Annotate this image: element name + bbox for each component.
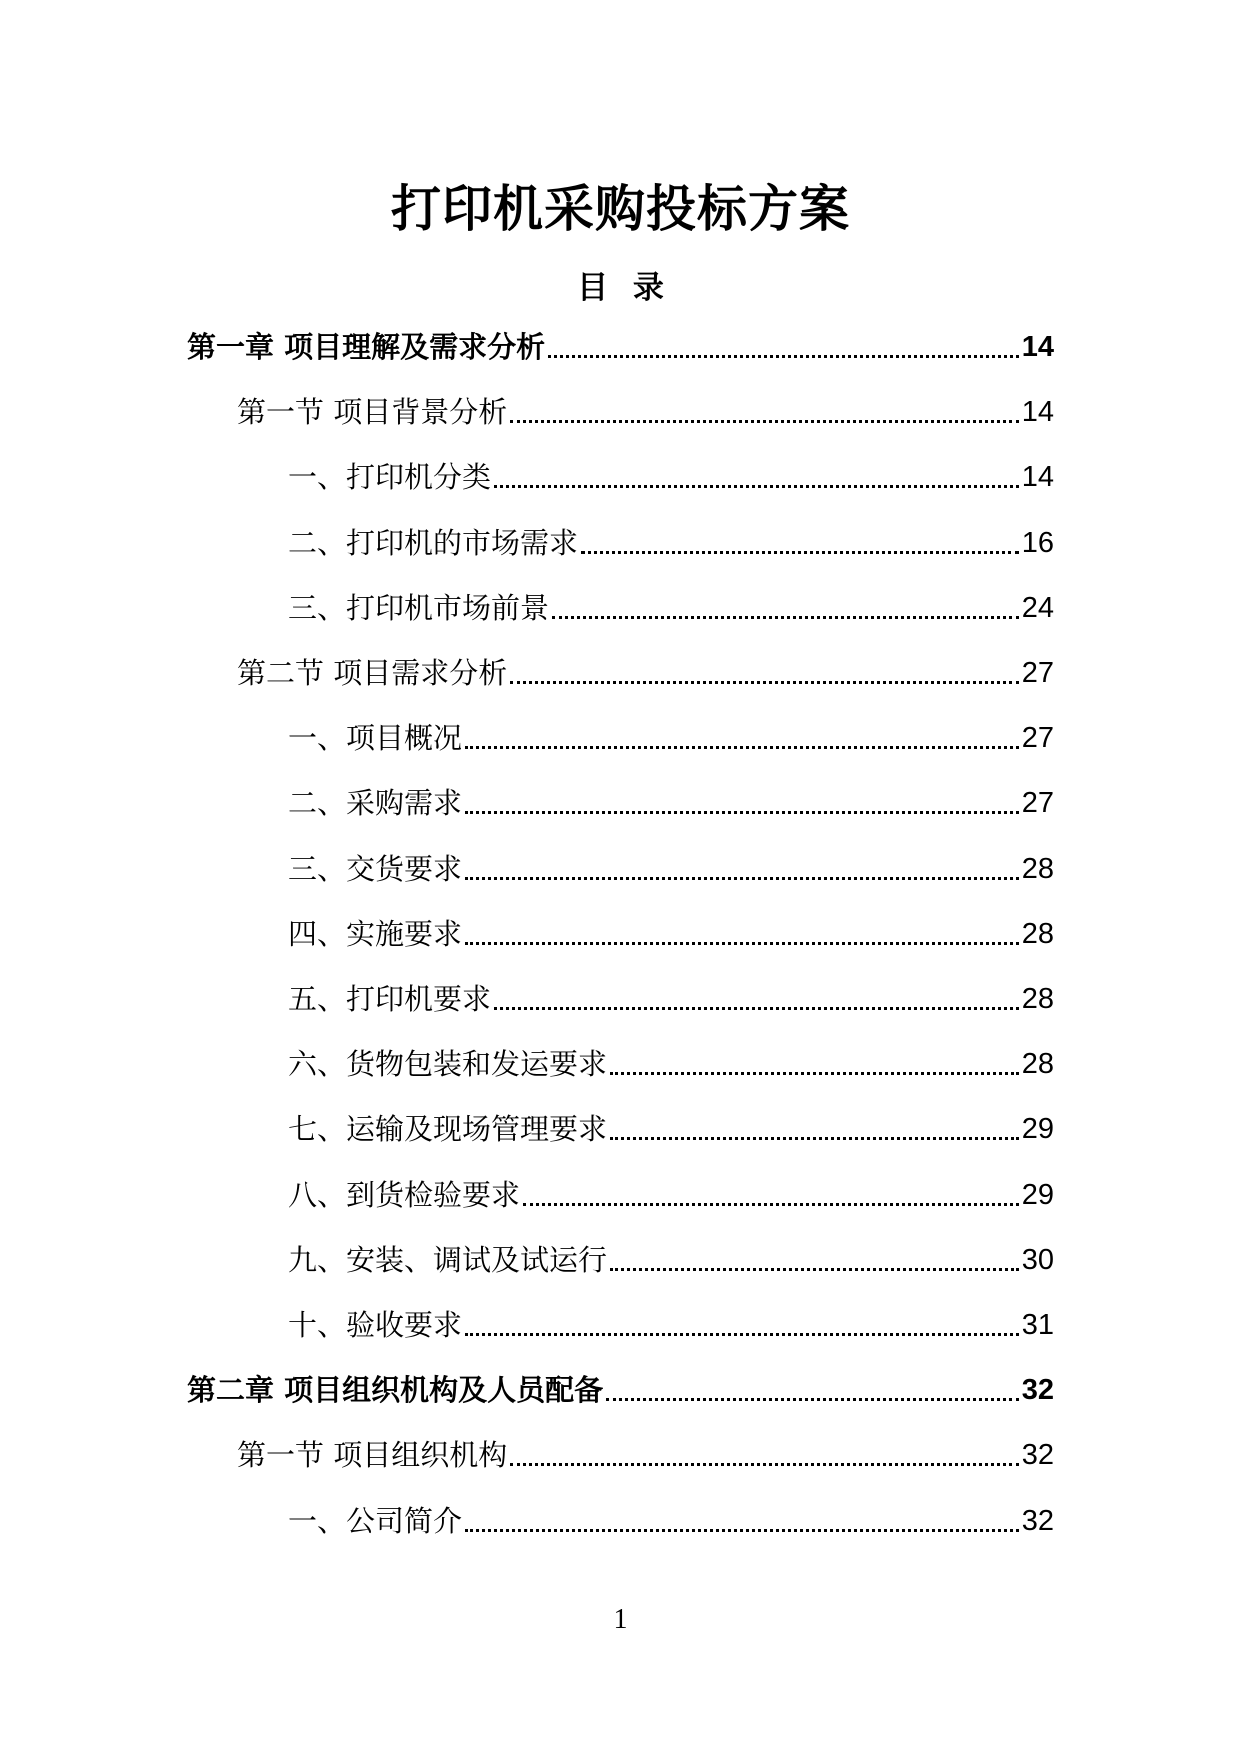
toc-entry-label: 八、到货检验要求 (288, 1178, 521, 1212)
toc-entry-page: 28 (1021, 983, 1054, 1015)
toc-entry-page: 14 (1021, 461, 1054, 493)
toc-entry-page: 28 (1021, 1048, 1054, 1080)
toc-entry-page: 29 (1021, 1179, 1054, 1211)
toc-entry[interactable] (237, 388, 1054, 432)
toc-dot-leader (465, 877, 1019, 880)
toc-entry-page: 14 (1021, 396, 1054, 428)
toc-entry-label: 一、公司简介 (288, 1504, 463, 1538)
toc-entry-page: 28 (1021, 918, 1054, 950)
toc-dot-leader (606, 1398, 1019, 1401)
toc-entry-label: 七、运输及现场管理要求 (288, 1112, 608, 1146)
toc-dot-leader (610, 1137, 1019, 1140)
toc-dot-leader (494, 1007, 1019, 1010)
toc-dot-leader (465, 746, 1019, 749)
toc-entry-page: 27 (1021, 787, 1054, 819)
toc-entry-page: 24 (1021, 592, 1054, 624)
toc-entry-label: 五、打印机要求 (288, 982, 492, 1016)
toc-entry[interactable] (288, 1171, 1054, 1215)
toc-entry[interactable] (288, 1040, 1054, 1084)
toc-entry-page: 16 (1021, 527, 1054, 559)
toc-entry-label: 第一节 项目组织机构 (237, 1438, 508, 1472)
toc-dot-leader (610, 1072, 1019, 1075)
toc-entry-label: 第二节 项目需求分析 (237, 656, 508, 690)
toc-entry-label: 第二章 项目组织机构及人员配备 (187, 1373, 604, 1407)
toc-entry[interactable] (288, 1301, 1054, 1345)
toc-dot-leader (465, 811, 1019, 814)
toc-entry-label: 十、验收要求 (288, 1308, 463, 1342)
toc-dot-leader (548, 355, 1019, 358)
toc-entry-page: 31 (1021, 1309, 1054, 1341)
toc-entry-label: 九、安装、调试及试运行 (288, 1243, 608, 1277)
toc-entry[interactable] (288, 975, 1054, 1019)
toc-entry[interactable] (187, 323, 1054, 367)
toc-dot-leader (494, 485, 1019, 488)
toc-entry-label: 二、采购需求 (288, 786, 463, 820)
toc-dot-leader (523, 1203, 1019, 1206)
toc-entry[interactable] (288, 519, 1054, 563)
toc-dot-leader (581, 551, 1019, 554)
toc-entry[interactable] (288, 1236, 1054, 1280)
toc-entry-label: 三、交货要求 (288, 852, 463, 886)
toc-dot-leader (552, 616, 1019, 619)
toc-entry[interactable] (237, 649, 1054, 693)
toc-entry-label: 四、实施要求 (288, 917, 463, 951)
toc-dot-leader (510, 681, 1019, 684)
document-title: 打印机采购投标方案 (391, 180, 850, 238)
toc-entry[interactable] (288, 910, 1054, 954)
toc-entry[interactable] (237, 1431, 1054, 1475)
toc-entry-label: 第一节 项目背景分析 (237, 395, 508, 429)
toc-entry[interactable] (288, 845, 1054, 889)
toc-dot-leader (610, 1268, 1019, 1271)
toc-entry-page: 14 (1021, 331, 1054, 363)
toc-entry-page: 32 (1021, 1374, 1054, 1406)
toc-entry-page: 27 (1021, 722, 1054, 754)
toc-entry[interactable] (288, 714, 1054, 758)
toc-dot-leader (510, 420, 1019, 423)
toc-entry[interactable] (187, 1366, 1054, 1410)
toc-dot-leader (510, 1463, 1019, 1466)
toc-entry[interactable] (288, 584, 1054, 628)
toc-heading: 目 录 (577, 270, 664, 306)
page-number: 1 (613, 1604, 628, 1635)
toc-entry-page: 32 (1021, 1505, 1054, 1537)
toc-entry[interactable] (288, 1497, 1054, 1541)
toc-entry-page: 32 (1021, 1439, 1054, 1471)
toc-dot-leader (465, 1333, 1019, 1336)
toc-entry-page: 30 (1021, 1244, 1054, 1276)
toc-entry[interactable] (288, 779, 1054, 823)
toc-entry-page: 29 (1021, 1113, 1054, 1145)
toc-entry-label: 二、打印机的市场需求 (288, 526, 579, 560)
toc-entry-label: 一、打印机分类 (288, 460, 492, 494)
toc-entry-label: 六、货物包装和发运要求 (288, 1047, 608, 1081)
toc-dot-leader (465, 1529, 1019, 1532)
toc-entry-page: 28 (1021, 853, 1054, 885)
toc-entry-label: 一、项目概况 (288, 721, 463, 755)
toc-entry-page: 27 (1021, 657, 1054, 689)
toc-entry-label: 三、打印机市场前景 (288, 591, 550, 625)
toc-entry[interactable] (288, 453, 1054, 497)
toc-entry-label: 第一章 项目理解及需求分析 (187, 330, 546, 364)
toc-entry[interactable] (288, 1105, 1054, 1149)
toc-dot-leader (465, 942, 1019, 945)
